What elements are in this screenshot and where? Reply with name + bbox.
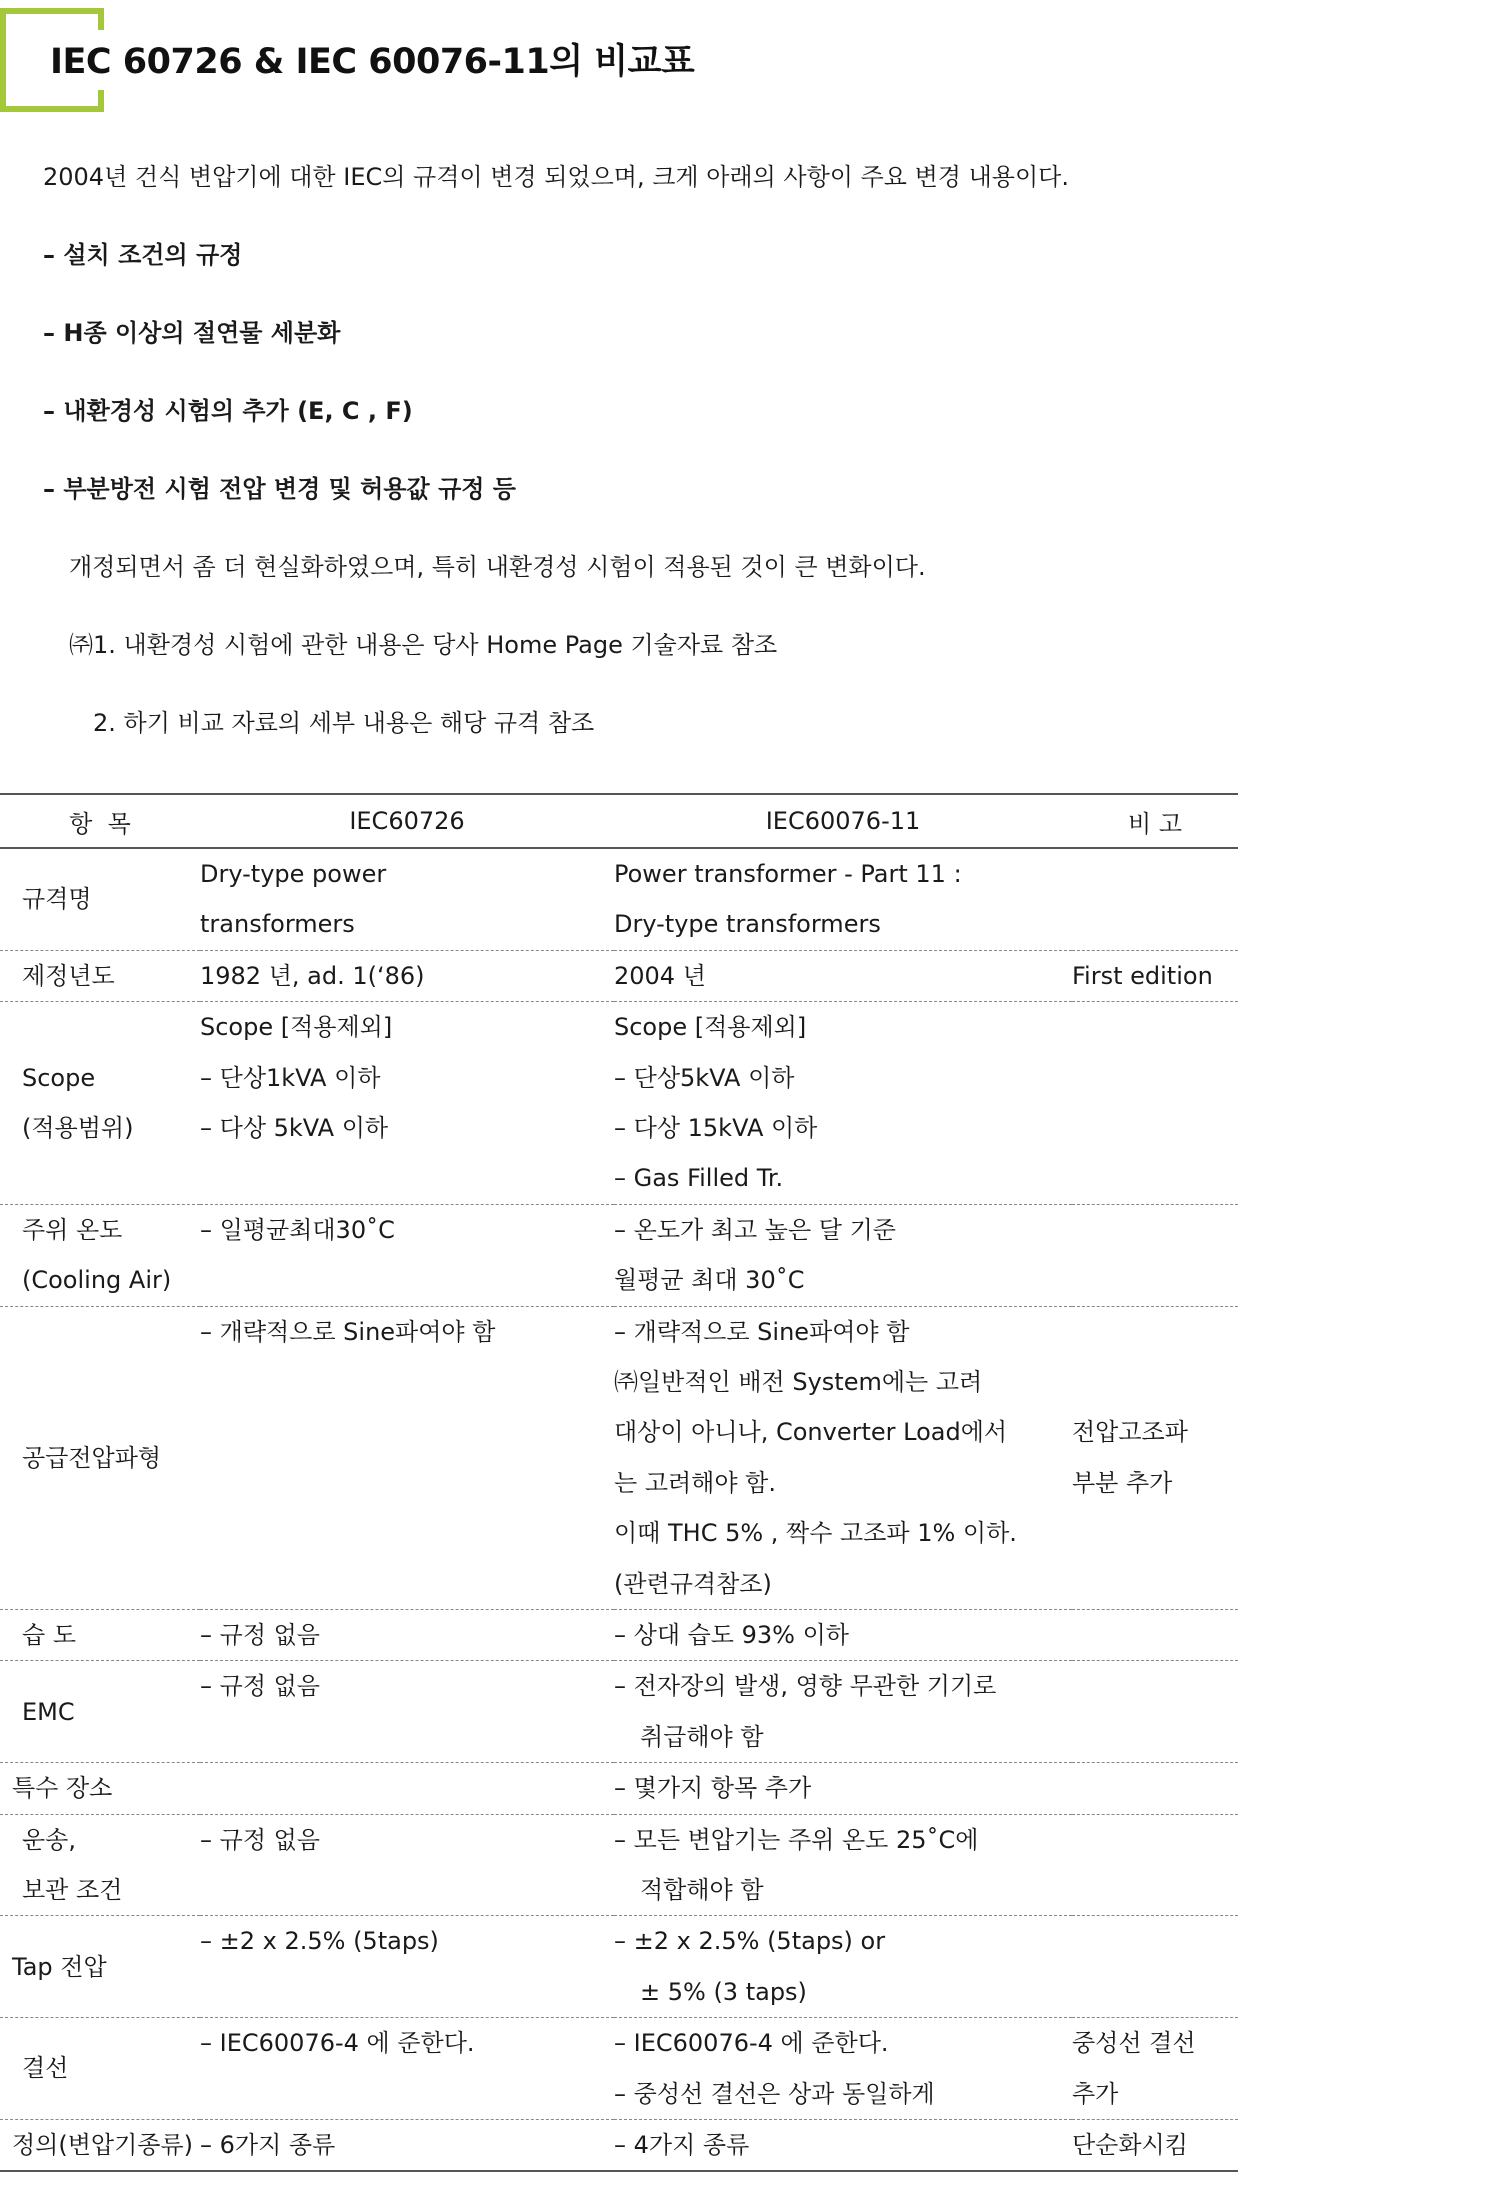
cell-line: Dry-type power <box>200 860 387 888</box>
cell-line <box>200 1357 614 1407</box>
cell-iec60726 <box>200 950 614 1001</box>
cell-item <box>0 1002 200 1205</box>
cell-item <box>0 1306 200 1609</box>
cell-line: (Cooling Air) <box>22 1266 172 1295</box>
table-row <box>0 1763 1238 1814</box>
bullet-item: – 내환경성 시험의 추가 (E, C , F) <box>43 397 413 425</box>
cell-line: 이때 THC 5% , 짝수 고조파 1% 이하. <box>614 1519 1017 1548</box>
cell-iec60076 <box>614 1002 1072 1205</box>
cell-line: Scope [적용제외] <box>614 1013 807 1042</box>
cell-line: 운송, <box>22 1825 76 1854</box>
cell-line: 결선 <box>22 2054 69 2083</box>
cell-line: 2004 년 <box>614 961 706 990</box>
cell-line <box>200 1712 614 1762</box>
cell-line: – 일평균최대30˚C <box>200 1215 395 1244</box>
cell-iec60076 <box>614 1763 1072 1814</box>
cell-iec60726 <box>200 848 614 950</box>
cell-line: Dry-type transformers <box>614 910 881 939</box>
cell-line: EMC <box>22 1697 75 1726</box>
cell-line: 보관 조건 <box>22 1875 123 1904</box>
cell-line: 제정년도 <box>22 961 115 990</box>
cell-line: – Gas Filled Tr. <box>614 1164 784 1193</box>
cell-line: 대상이 아니나, Converter Load에서 <box>614 1418 1008 1447</box>
cell-line: 추가 <box>1072 2079 1119 2108</box>
cell-iec60726 <box>200 2119 614 2171</box>
cell-iec60076 <box>614 1916 1072 2018</box>
cell-iec60076 <box>614 1204 1072 1306</box>
cell-remark <box>1072 1002 1238 1205</box>
table-row <box>0 1916 1238 2018</box>
cell-line: transformers <box>200 910 355 939</box>
cell-item <box>0 848 200 950</box>
header-item: 항 목 <box>0 794 200 848</box>
table-row <box>0 1814 1238 1916</box>
cell-line: – 중성선 결선은 상과 동일하게 <box>614 2079 935 2108</box>
cell-iec60726 <box>200 1661 614 1763</box>
cell-item <box>0 1916 200 2018</box>
table-row <box>0 848 1238 950</box>
cell-remark <box>1072 848 1238 950</box>
cell-line: – 전자장의 발생, 영향 무관한 기기로 <box>614 1672 997 1701</box>
bullet-item: – H종 이상의 절연물 세분화 <box>43 319 341 347</box>
cell-line: 공급전압파형 <box>22 1443 162 1472</box>
table-row <box>0 1609 1238 1660</box>
cell-item <box>0 1609 200 1660</box>
cell-line: – 모든 변압기는 주위 온도 25˚C에 <box>614 1825 979 1854</box>
cell-line: 정의(변압기종류) <box>12 2130 194 2159</box>
cell-line: (관련규격참조) <box>614 1569 772 1598</box>
cell-item <box>0 1763 200 1814</box>
cell-line <box>200 1559 614 1609</box>
cell-line: Scope [적용제외] <box>200 1013 393 1042</box>
table-row <box>0 1204 1238 1306</box>
cell-line: – 단상5kVA 이하 <box>614 1063 795 1092</box>
cell-line: 월평균 최대 30˚C <box>614 1266 805 1295</box>
cell-line: 적합해야 함 <box>640 1875 764 1904</box>
cell-iec60076 <box>614 1814 1072 1916</box>
cell-item <box>0 1661 200 1763</box>
cell-iec60076 <box>614 1661 1072 1763</box>
cell-line: – 다상 5kVA 이하 <box>200 1113 389 1142</box>
cell-line: Power transformer - Part 11 : <box>614 860 962 888</box>
intro-line: 2004년 건식 변압기에 대한 IEC의 규격이 변경 되었으며, 크게 아래의 사항이 주요 변경 내용이다. <box>43 163 1069 191</box>
cell-line: – ±2 x 2.5% (5taps) or <box>614 1927 886 1956</box>
cell-remark <box>1072 2119 1238 2171</box>
cell-line: – IEC60076-4 에 준한다. <box>200 2029 475 2058</box>
cell-iec60076 <box>614 1306 1072 1609</box>
cell-item <box>0 2119 200 2171</box>
cell-line <box>200 1255 614 1305</box>
cell-line: – 온도가 최고 높은 달 기준 <box>614 1215 896 1244</box>
cell-line: 부분 추가 <box>1072 1468 1173 1497</box>
cell-iec60726 <box>200 1609 614 1660</box>
cell-iec60726 <box>200 1002 614 1205</box>
page-title: IEC 60726 & IEC 60076-11의 비교표 <box>50 42 695 82</box>
cell-line: ㈜일반적인 배전 System에는 고려 <box>614 1367 983 1396</box>
table-header-row <box>0 794 1238 848</box>
cell-line: ± 5% (3 taps) <box>640 1977 807 2006</box>
table-row <box>0 2018 1238 2120</box>
cell-line: – 규정 없음 <box>200 1620 320 1649</box>
intro-summary: 개정되면서 좀 더 현실화하였으며, 특히 내환경성 시험이 적용된 것이 큰 변화이다. <box>69 553 926 581</box>
cell-remark <box>1072 1814 1238 1916</box>
cell-line: – 다상 15kVA 이하 <box>614 1113 818 1142</box>
header-iec60076: IEC60076-11 <box>614 794 1072 848</box>
cell-line: – 상대 습도 93% 이하 <box>614 1620 849 1649</box>
cell-line: – 단상1kVA 이하 <box>200 1063 381 1092</box>
cell-line: 특수 장소 <box>12 1774 113 1803</box>
cell-line <box>200 1508 614 1558</box>
cell-iec60076 <box>614 2119 1072 2171</box>
cell-line <box>200 1865 614 1915</box>
cell-line: – 개략적으로 Sine파여야 함 <box>200 1317 496 1346</box>
cell-line <box>200 1967 614 2017</box>
intro-section <box>43 160 1443 784</box>
cell-line: – 규정 없음 <box>200 1825 320 1854</box>
table-row <box>0 1661 1238 1763</box>
cell-iec60726 <box>200 1916 614 2018</box>
cell-line: 취급해야 함 <box>640 1722 764 1751</box>
cell-item <box>0 1204 200 1306</box>
cell-remark <box>1072 1204 1238 1306</box>
cell-iec60726 <box>200 1204 614 1306</box>
cell-iec60076 <box>614 848 1072 950</box>
cell-line: – IEC60076-4 에 준한다. <box>614 2029 889 2058</box>
cell-remark <box>1072 1661 1238 1763</box>
cell-line: (적용범위) <box>22 1113 134 1142</box>
cell-iec60726 <box>200 1306 614 1609</box>
cell-line: 전압고조파 <box>1072 1418 1188 1447</box>
cell-line: 습 도 <box>22 1620 76 1649</box>
cell-iec60076 <box>614 950 1072 1001</box>
cell-line: Scope <box>22 1063 96 1092</box>
cell-line: 는 고려해야 함. <box>614 1468 776 1497</box>
cell-remark <box>1072 950 1238 1001</box>
cell-iec60726 <box>200 1814 614 1916</box>
cell-line: – 개략적으로 Sine파여야 함 <box>614 1317 910 1346</box>
cell-iec60726 <box>200 1763 614 1814</box>
header-remark: 비 고 <box>1072 794 1238 848</box>
table-row <box>0 1306 1238 1609</box>
cell-remark <box>1072 1609 1238 1660</box>
cell-line: – 규정 없음 <box>200 1672 320 1701</box>
cell-item <box>0 950 200 1001</box>
cell-line: – ±2 x 2.5% (5taps) <box>200 1927 439 1956</box>
cell-line: Tap 전압 <box>12 1952 107 1981</box>
cell-iec60076 <box>614 2018 1072 2120</box>
cell-line: 중성선 결선 <box>1072 2029 1196 2058</box>
cell-iec60726 <box>200 2018 614 2120</box>
cell-line: 단순화시킴 <box>1072 2130 1188 2159</box>
intro-note-2: 2. 하기 비교 자료의 세부 내용은 해당 규격 참조 <box>93 709 595 737</box>
cell-remark <box>1072 1306 1238 1609</box>
header-iec60726: IEC60726 <box>200 794 614 848</box>
cell-item <box>0 1814 200 1916</box>
cell-line <box>200 2069 614 2119</box>
table-row <box>0 1002 1238 1205</box>
cell-line: – 4가지 종류 <box>614 2130 750 2159</box>
bullet-item: – 설치 조건의 규정 <box>43 241 243 269</box>
table-row <box>0 950 1238 1001</box>
cell-line <box>200 1153 614 1203</box>
cell-line: – 6가지 종류 <box>200 2130 336 2159</box>
cell-line <box>200 1458 614 1508</box>
bullet-item: – 부분방전 시험 전압 변경 및 허용값 규정 등 <box>43 475 516 503</box>
cell-line <box>200 1763 614 1813</box>
cell-line: First edition <box>1072 961 1213 990</box>
intro-note-1: ㈜1. 내환경성 시험에 관한 내용은 당사 Home Page 기술자료 참조 <box>69 631 778 659</box>
comparison-table <box>0 793 1238 2172</box>
cell-iec60076 <box>614 1609 1072 1660</box>
cell-line: 규격명 <box>22 885 92 914</box>
cell-remark <box>1072 2018 1238 2120</box>
table-row <box>0 2119 1238 2171</box>
cell-remark <box>1072 1916 1238 2018</box>
cell-line: – 몇가지 항목 추가 <box>614 1774 812 1803</box>
cell-line: 1982 년, ad. 1(‘86) <box>200 961 425 990</box>
cell-line: 주위 온도 <box>22 1215 123 1244</box>
cell-remark <box>1072 1763 1238 1814</box>
cell-item <box>0 2018 200 2120</box>
cell-line <box>200 1407 614 1457</box>
